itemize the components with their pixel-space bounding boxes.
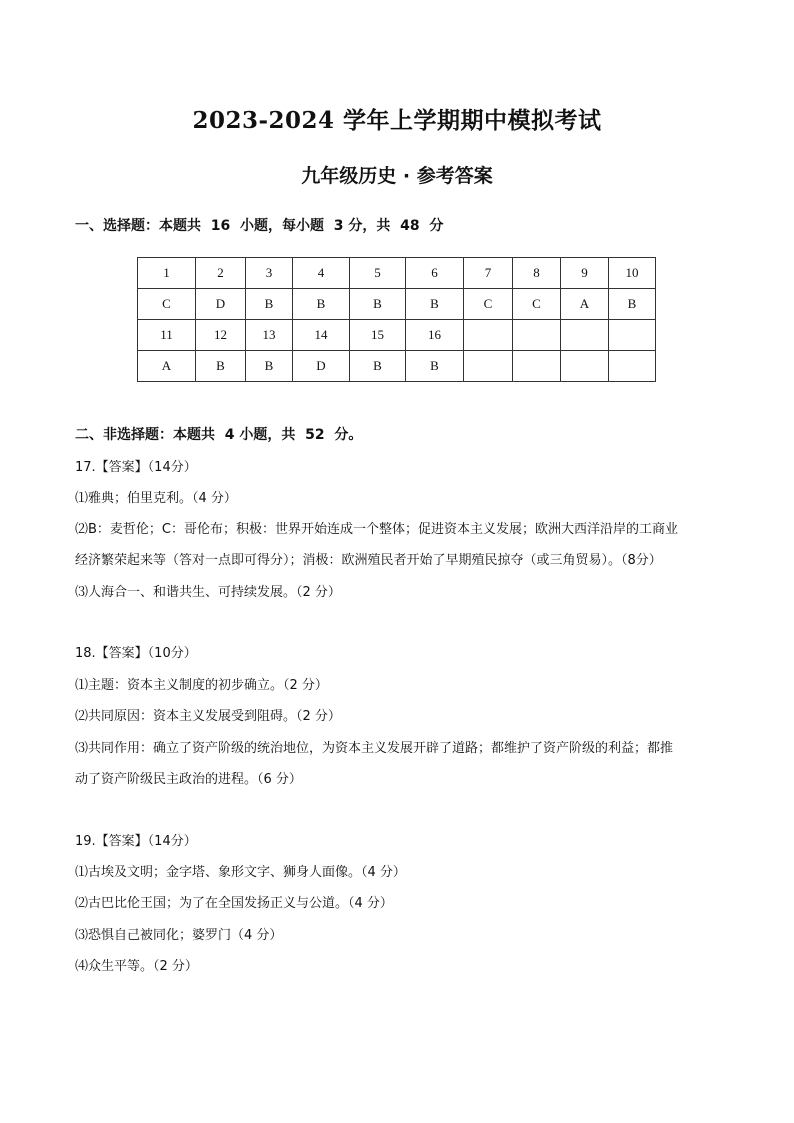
answer-cell: D: [196, 289, 246, 320]
document-subtitle: 九年级历史 · 参考答案: [301, 165, 493, 187]
question-number-cell: 8: [513, 258, 561, 289]
q19-answer-1: ⑴古埃及文明；金字塔、象形文字、狮身人面像。（4 分）: [75, 865, 406, 880]
question-number-cell: 16: [406, 320, 464, 351]
q17-answer-1: ⑴雅典；伯里克利。（4 分）: [75, 491, 237, 506]
answer-cell: C: [513, 289, 561, 320]
question-number-cell: [464, 320, 513, 351]
section1-heading: 一、选择题：本题共 16 小题，每小题 3 分，共 48 分: [75, 218, 444, 234]
question-number-cell: 14: [293, 320, 350, 351]
answer-cell: C: [464, 289, 513, 320]
answer-cell: [609, 351, 656, 382]
question-number-cell: 15: [350, 320, 406, 351]
question-number-cell: [609, 320, 656, 351]
answer-cell: B: [246, 351, 293, 382]
question-number-cell: 1: [138, 258, 196, 289]
q17-answer-2-continued: 经济繁荣起来等（答对一点即可得分）；消极：欧洲殖民者开始了早期殖民掠夺（或三角贸易）。（8分）: [75, 553, 662, 568]
answer-cell: B: [196, 351, 246, 382]
q19-answer-4: ⑷众生平等。（2 分）: [75, 959, 198, 974]
answer-cell: B: [293, 289, 350, 320]
question-number-cell: 12: [196, 320, 246, 351]
question-number-cell: 5: [350, 258, 406, 289]
q17-answer-3: ⑶人海合一、和谐共生、可持续发展。（2 分）: [75, 585, 341, 600]
multiple-choice-answer-table: [137, 257, 656, 382]
question-number-cell: 4: [293, 258, 350, 289]
answer-cell: [513, 351, 561, 382]
question-number-cell: [513, 320, 561, 351]
answer-cell: B: [406, 289, 464, 320]
question-number-cell: 13: [246, 320, 293, 351]
question-number-row: [138, 320, 656, 351]
question-number-cell: 3: [246, 258, 293, 289]
q17-header: 17.【答案】（14分）: [75, 460, 197, 475]
question-number-row: [138, 258, 656, 289]
q19-answer-2: ⑵古巴比伦王国；为了在全国发扬正义与公道。（4 分）: [75, 896, 393, 911]
answer-cell: D: [293, 351, 350, 382]
question-number-cell: 10: [609, 258, 656, 289]
question-number-cell: 6: [406, 258, 464, 289]
answer-cell: B: [350, 351, 406, 382]
q18-answer-1: ⑴主题：资本主义制度的初步确立。（2 分）: [75, 678, 328, 693]
answer-key-row: [138, 351, 656, 382]
answer-cell: [464, 351, 513, 382]
answer-key-row: [138, 289, 656, 320]
question-number-cell: 11: [138, 320, 196, 351]
section2-heading: 二、非选择题：本题共 4 小题，共 52 分。: [75, 427, 363, 443]
answer-cell: C: [138, 289, 196, 320]
answer-cell: B: [246, 289, 293, 320]
answer-cell: B: [609, 289, 656, 320]
answer-cell: [561, 351, 609, 382]
q18-answer-2: ⑵共同原因：资本主义发展受到阻碍。（2 分）: [75, 709, 341, 724]
q18-answer-3: ⑶共同作用：确立了资产阶级的统治地位，为资本主义发展开辟了道路；都维护了资产阶级的利益；都推: [75, 741, 674, 756]
q19-header: 19.【答案】（14分）: [75, 834, 197, 849]
question-number-cell: 9: [561, 258, 609, 289]
question-number-cell: 2: [196, 258, 246, 289]
answer-cell: A: [561, 289, 609, 320]
answer-cell: B: [350, 289, 406, 320]
answer-cell: B: [406, 351, 464, 382]
question-number-cell: 7: [464, 258, 513, 289]
question-number-cell: [561, 320, 609, 351]
answer-cell: A: [138, 351, 196, 382]
q18-header: 18.【答案】（10分）: [75, 646, 197, 661]
q19-answer-3: ⑶恐惧自己被同化；婆罗门（4 分）: [75, 928, 283, 943]
q18-answer-3-continued: 动了资产阶级民主政治的进程。（6 分）: [75, 772, 302, 787]
document-title: 2023-2024 学年上学期期中模拟考试: [192, 107, 602, 134]
q17-answer-2: ⑵B：麦哲伦；C：哥伦布；积极：世界开始连成一个整体；促进资本主义发展；欧洲大西洋沿岸的工商业: [75, 522, 678, 537]
